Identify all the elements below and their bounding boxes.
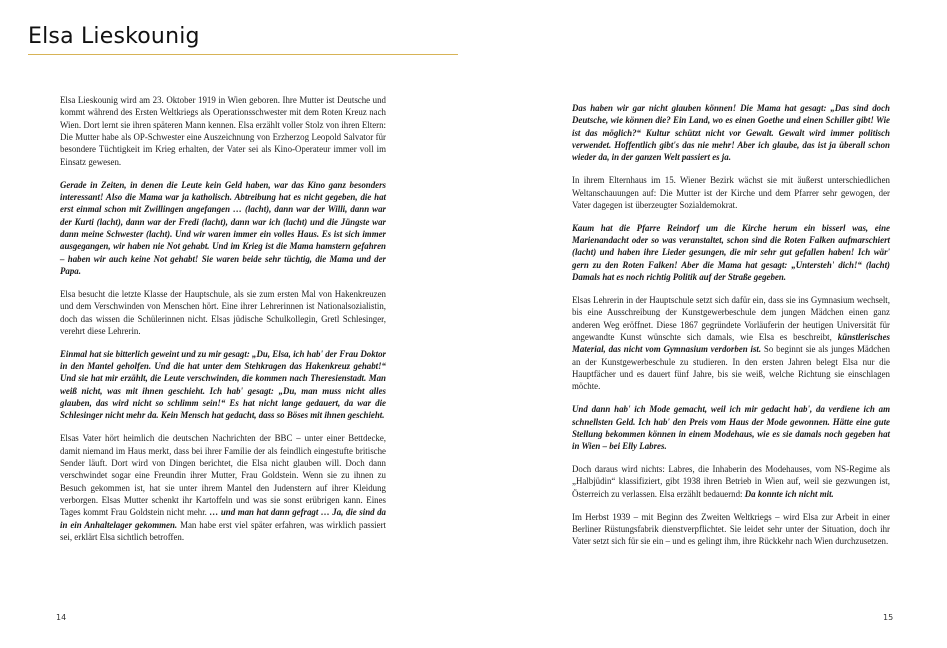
quote-paragraph: Und dann hab' ich Mode gemacht, weil ich mir gedacht hab', da verdiene ich am schnellsten Geld. Ich hab' den Preis vom Haus der Mode gewonnen. Hätte eine gute Stellung bekommen können in einem Modehaus, wie es sie damals noch gegeben hat in Wien – bei Elly Labres. <box>572 404 890 452</box>
paragraph: Elsa Lieskounig wird am 23. Oktober 1919 in Wien geboren. Ihre Mutter ist Deutsche und kommt während des Ersten Weltkriegs als Operationsschwester mit dem Roten Kreuz nach Wien. Dort lernt sie ihren späteren Mann kennen. Elsa erzählt voller Stolz von ihren Eltern: Die Mutter habe als OP-Schwester eine Auszeichnung von Erzherzog Leopold Salvator für besondere Tüchtigkeit im Krieg erhalten, der Vater sei als Kino-Operateur immer voll im Einsatz gewesen. <box>60 95 386 167</box>
page-number-left: 14 <box>56 613 67 622</box>
paragraph <box>572 294 890 393</box>
right-page-text <box>572 102 890 558</box>
inline-quote: … und man hat dann gefragt … Ja, die sind da in ein Anhaltelager gekommen. <box>60 507 386 530</box>
left-page-text <box>60 94 386 554</box>
text-run: So beginnt sie als junges Mädchen an der Kunstgewerbeschule zu studieren. In den ersten Jahren belegt Elsa nur die Hauptfächer und es dauert fünf Jahre, bis sie weiß, welche Richtung sie einschlagen möchte. <box>572 344 890 392</box>
text-run: Elsas Lehrerin in der Hauptschule setzt sich dafür ein, dass sie ins Gymnasium wechselt, bis eine Ausschreibung der Kunstgewerbeschule dem jungen Mädchen einen ganz anderen Weg eröffnet. Diese 1867 gegründete Vorläuferin der heutigen Universität für angewandte Kunst wünschte sich damals, wie Elsa es beschreibt, <box>572 294 890 342</box>
paragraph <box>60 432 386 543</box>
quote-paragraph: Gerade in Zeiten, in denen die Leute kein Geld haben, war das Kino ganz besonders interessant! Also die Mama war ja katholisch. Abtreibung hat es nicht gegeben, die hat erst einmal schon mit Zwillingen angefangen … (lacht), dann war der Willi, dann war der Kurti (lacht), dann war der Fredi (lacht), dann war ich (lacht) und die Jüngste war dann meine Schwester (lacht). Und wir waren immer ein volles Haus. Es ist sich immer ausgegangen, wir haben nie Not gehabt. Und im Krieg ist die Mama hamstern gefahren – haben wir auch keine Not gehabt! Sie waren beide sehr tüchtig, die Mama und der Papa. <box>60 179 386 276</box>
inline-quote: künstlerisches Material, das nicht vom Gymnasium verdorben ist. <box>572 332 890 355</box>
quote-paragraph: Das haben wir gar nicht glauben können! Die Mama hat gesagt: „Das sind doch Deutsche, wie können die? Ein Land, wo es einen Goethe und einen Schiller gibt! Wie ist das möglich?“ Kultur schützt nicht vor Gewalt. Gewalt wird immer politisch verwendet. Hoffentlich gibt's das nie mehr! Aber ich glaube, das ist ja überall schon wieder da, in der ganzen Welt passiert es ja. <box>572 103 890 163</box>
text-run: Doch daraus wird nichts: Labres, die Inhaberin des Modehauses, vom NS-Regime als „Halbjüdin“ klassifiziert, gibt 1938 ihren Betrieb in Wien auf, weil sie gezwungen ist, Österreich zu verlassen. Elsa erzählt bedauernd: <box>572 464 890 499</box>
paragraph: In ihrem Elternhaus im 15. Wiener Bezirk wächst sie mit äußerst unterschiedlichen Weltanschauungen auf: Die Mutter ist der Kirche und dem Pfarrer sehr gewogen, der Vater dagegen ist überzeugter Sozialdemokrat. <box>572 175 890 210</box>
chapter-title: Elsa Lieskounig <box>28 24 200 49</box>
quote-paragraph: Einmal hat sie bitterlich geweint und zu mir gesagt: „Du, Elsa, ich hab' der Frau Doktor in den Mantel geholfen. Und die hat unter dem Stehkragen das Hakenkreuz gehabt!“ Und sie hat mir erzählt, die Leute verschwinden, die kommen nach Theresienstadt. Man weiß nicht, was mit ihnen geschieht. Ich hab' gesagt: „Du, man muss nicht alles glauben, das wird nicht so schlimm sein!“ Es hat nicht lange gedauert, da war die Schlesinger nicht mehr da. Kein Mensch hat gedacht, dass so Böses mit ihnen geschieht. <box>60 348 386 421</box>
text-run: Man habe erst viel später erfahren, was wirklich passiert sei, erklärt Elsa sichtlich betroffen. <box>60 519 386 542</box>
paragraph <box>572 463 890 500</box>
text-run: Elsas Vater hört heimlich die deutschen Nachrichten der BBC – unter einer Bettdecke, damit niemand im Haus merkt, dass bei ihrer Familie der als feindlich eingestufte britische Sender läuft. Dort wird von Dingen berichtet, die Elsa nicht glauben will. Doch dann verschwindet sogar eine Freundin ihrer Mutter, Frau Goldstein. Wenn sie zu ihnen zu Besuch gekommen ist, hat sie unter ihrem Mantel den Judenstern auf ihrer Kleidung verborgen. Elsas Mutter schenkt ihr Kartoffeln und was sie sonst erübrigen kann. Eines Tages kommt Frau Goldstein nicht mehr. <box>60 433 386 518</box>
quote-paragraph: Kaum hat die Pfarre Reindorf um die Kirche herum ein bisserl was, eine Marienandacht oder so was veranstaltet, schon sind die Roten Falken aufmarschiert (lacht) und haben ihre Lieder gesungen, die mir sehr gut gefallen haben! Ich wär' gern zu den Roten Falken! Aber die Mama hat gesagt: „Untersteh' dich!“ (lacht) Damals hat es noch richtig Politik auf der Straße gegeben. <box>572 222 890 283</box>
paragraph: Im Herbst 1939 – mit Beginn des Zweiten Weltkriegs – wird Elsa zur Arbeit in einer Berliner Rüstungsfabrik dienstverpflichtet. Sie leidet sehr unter der Situation, doch ihr Vater setzt sich für sie ein – und es gelingt ihm, ihre Rückkehr nach Wien durchzusetzen. <box>572 511 890 547</box>
inline-quote: Da konnte ich nicht mit. <box>744 488 834 499</box>
paragraph: Elsa besucht die letzte Klasse der Hauptschule, als sie zum ersten Mal von Hakenkreuzen und dem Verschwinden von Menschen hört. Eine ihrer Lehrerinnen ist Nationalsozialistin, doch das wissen die Schülerinnen nicht. Elsas jüdische Schulkollegin, Gretl Schlesinger, verehrt diese Lehrerin. <box>60 288 386 336</box>
title-underline <box>28 54 458 55</box>
page-number-right: 15 <box>883 613 894 622</box>
